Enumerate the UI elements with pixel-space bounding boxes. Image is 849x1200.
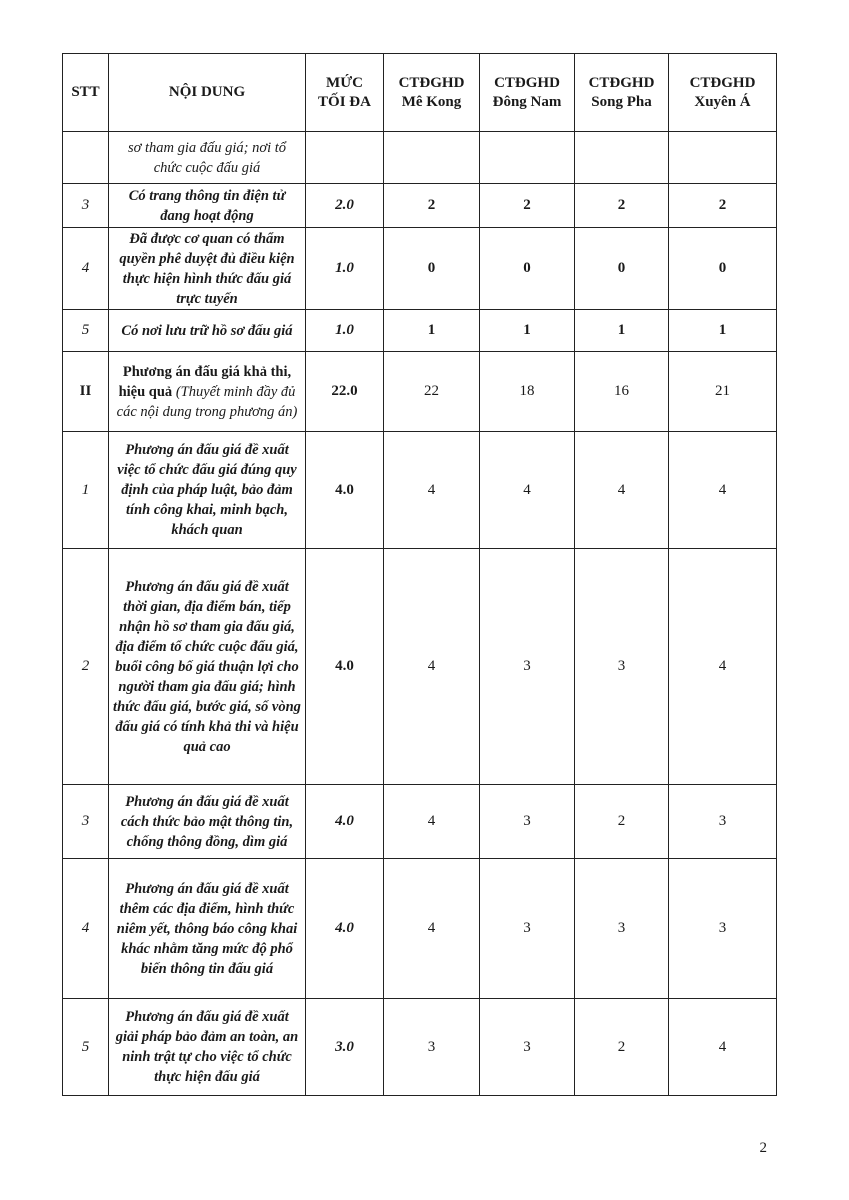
row-score-xuyena: 3 (669, 859, 777, 999)
row-content: Phương án đấu giá đề xuất việc tổ chức đấu giá đúng quy định của pháp luật, bảo đảm tính công khai, minh bạch, khách quan (109, 432, 306, 549)
header-stt: STT (63, 54, 109, 132)
row-score-songpha: 0 (575, 228, 669, 310)
row-stt: II (63, 352, 109, 432)
row-stt: 4 (63, 859, 109, 999)
row-content (109, 352, 306, 432)
row-stt (63, 132, 109, 184)
row-score-dongnam: 18 (480, 352, 575, 432)
row-max: 22.0 (306, 352, 384, 432)
table-row (63, 184, 777, 228)
row-score-dongnam: 4 (480, 432, 575, 549)
row-content: Có nơi lưu trữ hồ sơ đấu giá (109, 310, 306, 352)
row-stt: 4 (63, 228, 109, 310)
row-max: 1.0 (306, 310, 384, 352)
row-score-xuyena: 4 (669, 432, 777, 549)
row-stt: 5 (63, 999, 109, 1096)
table-row (63, 310, 777, 352)
row-max: 4.0 (306, 859, 384, 999)
row-score-xuyena: 3 (669, 785, 777, 859)
row-score-dongnam: 3 (480, 859, 575, 999)
row-score-songpha: 2 (575, 785, 669, 859)
row-max: 4.0 (306, 785, 384, 859)
scoring-table (62, 53, 777, 1096)
row-score-dongnam: 0 (480, 228, 575, 310)
row-score-xuyena: 0 (669, 228, 777, 310)
row-score-songpha: 3 (575, 859, 669, 999)
row-score-xuyena: 2 (669, 184, 777, 228)
row-content: Phương án đấu giá đề xuất cách thức bảo mật thông tin, chống thông đồng, dìm giá (109, 785, 306, 859)
header-row (63, 54, 777, 132)
header-col-dongnam: CTĐGHD Đông Nam (480, 54, 575, 132)
row-stt: 3 (63, 785, 109, 859)
row-score-mekong: 0 (384, 228, 480, 310)
row-score-xuyena: 4 (669, 549, 777, 785)
row-max: 1.0 (306, 228, 384, 310)
row-score-songpha: 3 (575, 549, 669, 785)
row-stt: 1 (63, 432, 109, 549)
row-score-mekong (384, 132, 480, 184)
table-row (63, 859, 777, 999)
row-stt: 5 (63, 310, 109, 352)
row-content: Phương án đấu giá đề xuất thêm các địa điểm, hình thức niêm yết, thông báo công khai khác nhằm tăng mức độ phổ biến thông tin đấu giá (109, 859, 306, 999)
row-stt: 3 (63, 184, 109, 228)
row-max: 4.0 (306, 432, 384, 549)
page-number: 2 (759, 1140, 767, 1156)
row-max: 4.0 (306, 549, 384, 785)
row-stt: 2 (63, 549, 109, 785)
row-score-xuyena: 4 (669, 999, 777, 1096)
row-content: Đã được cơ quan có thẩm quyền phê duyệt đủ điều kiện thực hiện hình thức đấu giá trực tuyến (109, 228, 306, 310)
row-score-mekong: 4 (384, 549, 480, 785)
row-score-dongnam: 3 (480, 999, 575, 1096)
row-content: Phương án đấu giá đề xuất thời gian, địa điểm bán, tiếp nhận hồ sơ tham gia đấu giá, địa điểm tổ chức cuộc đấu giá, buổi công bố giá thuận lợi cho người tham gia đấu giá; hình thức đấu giá, bước giá, số vòng đấu giá có tính khả thi và hiệu quả cao (109, 549, 306, 785)
header-max: MỨC TỐI ĐA (306, 54, 384, 132)
row-max: 3.0 (306, 999, 384, 1096)
row-score-mekong: 22 (384, 352, 480, 432)
row-score-mekong: 4 (384, 859, 480, 999)
table-row (63, 432, 777, 549)
header-col-songpha: CTĐGHD Song Pha (575, 54, 669, 132)
row-content-main: Phương án đấu giá khả thi, hiệu quả (118, 363, 292, 400)
table-row (63, 132, 777, 184)
row-score-dongnam: 3 (480, 549, 575, 785)
header-col-xuyena: CTĐGHD Xuyên Á (669, 54, 777, 132)
table-row (63, 549, 777, 785)
table-row (63, 999, 777, 1096)
row-score-mekong: 2 (384, 184, 480, 228)
header-content: NỘI DUNG (109, 54, 306, 132)
row-score-songpha: 2 (575, 999, 669, 1096)
row-content-note: (Thuyết minh đầy đủ các nội dung trong phương án) (116, 383, 298, 420)
row-score-dongnam (480, 132, 575, 184)
row-content: sơ tham gia đấu giá; nơi tổ chức cuộc đấu giá (109, 132, 306, 184)
row-score-songpha: 1 (575, 310, 669, 352)
row-score-dongnam: 2 (480, 184, 575, 228)
row-score-songpha (575, 132, 669, 184)
row-score-xuyena (669, 132, 777, 184)
header-col-mekong: CTĐGHD Mê Kong (384, 54, 480, 132)
row-score-dongnam: 1 (480, 310, 575, 352)
row-score-xuyena: 21 (669, 352, 777, 432)
row-score-xuyena: 1 (669, 310, 777, 352)
table-row (63, 352, 777, 432)
table-row (63, 228, 777, 310)
row-max (306, 132, 384, 184)
row-score-songpha: 2 (575, 184, 669, 228)
row-score-mekong: 3 (384, 999, 480, 1096)
row-content: Có trang thông tin điện tử đang hoạt động (109, 184, 306, 228)
row-content: Phương án đấu giá đề xuất giải pháp bảo đảm an toàn, an ninh trật tự cho việc tổ chức thực hiện đấu giá (109, 999, 306, 1096)
row-score-mekong: 4 (384, 432, 480, 549)
row-max: 2.0 (306, 184, 384, 228)
row-score-dongnam: 3 (480, 785, 575, 859)
row-score-mekong: 1 (384, 310, 480, 352)
row-score-songpha: 16 (575, 352, 669, 432)
table-row (63, 785, 777, 859)
row-score-mekong: 4 (384, 785, 480, 859)
row-score-songpha: 4 (575, 432, 669, 549)
